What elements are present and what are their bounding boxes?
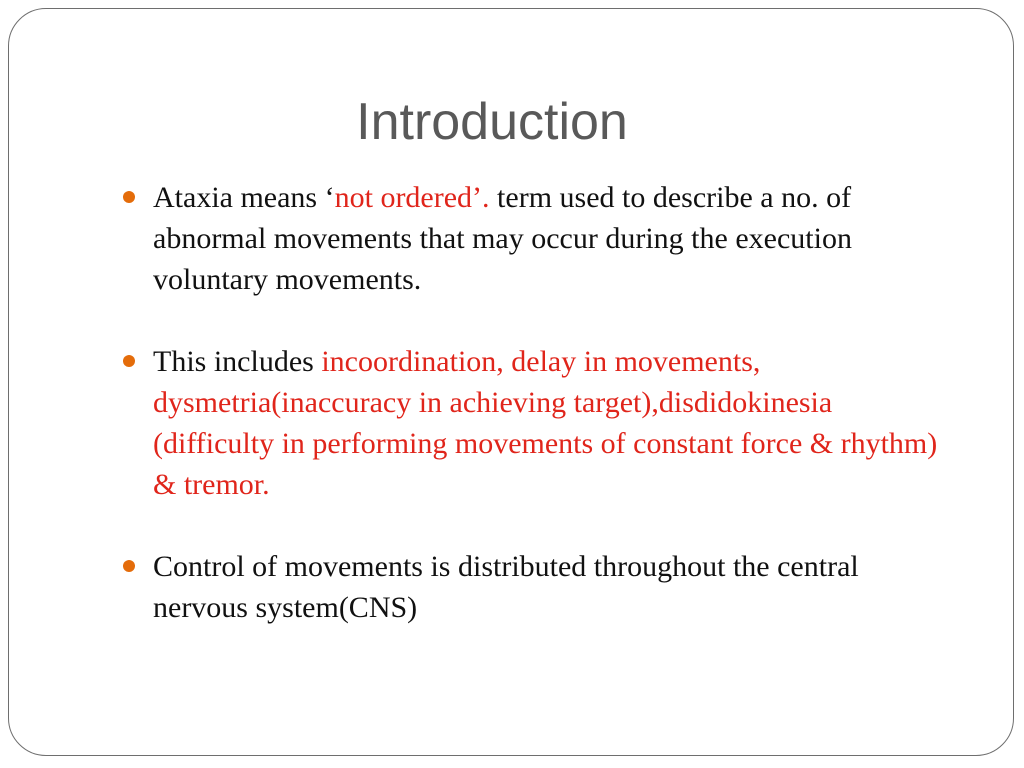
bullet-text-after: term used to describe a no. of abnormal movements that may occur during the execution voluntary movements. [153,181,852,296]
bullet-dot-icon [123,191,135,203]
bullet-highlight: not ordered’. [334,181,490,214]
slide-title: Introduction [356,93,628,151]
bullet-list [119,177,959,628]
bullet-text: This includes [153,345,322,378]
slide [8,8,1014,756]
bullet-item-control [119,546,959,628]
bullet-highlight: incoordination, delay in movements, dysmetria(inaccuracy in achieving target),disdidokinesia (difficulty in performing movements of constant force & rhythm) & tremor. [153,345,938,501]
bullet-item-includes [119,341,959,505]
bullet-dot-icon [123,355,135,367]
bullet-item-ataxia [119,177,959,300]
bullet-text: Ataxia means ‘ [153,181,335,214]
bullet-dot-icon [123,560,135,572]
bullet-text: Control of movements is distributed throughout the central nervous system(CNS) [153,550,859,624]
